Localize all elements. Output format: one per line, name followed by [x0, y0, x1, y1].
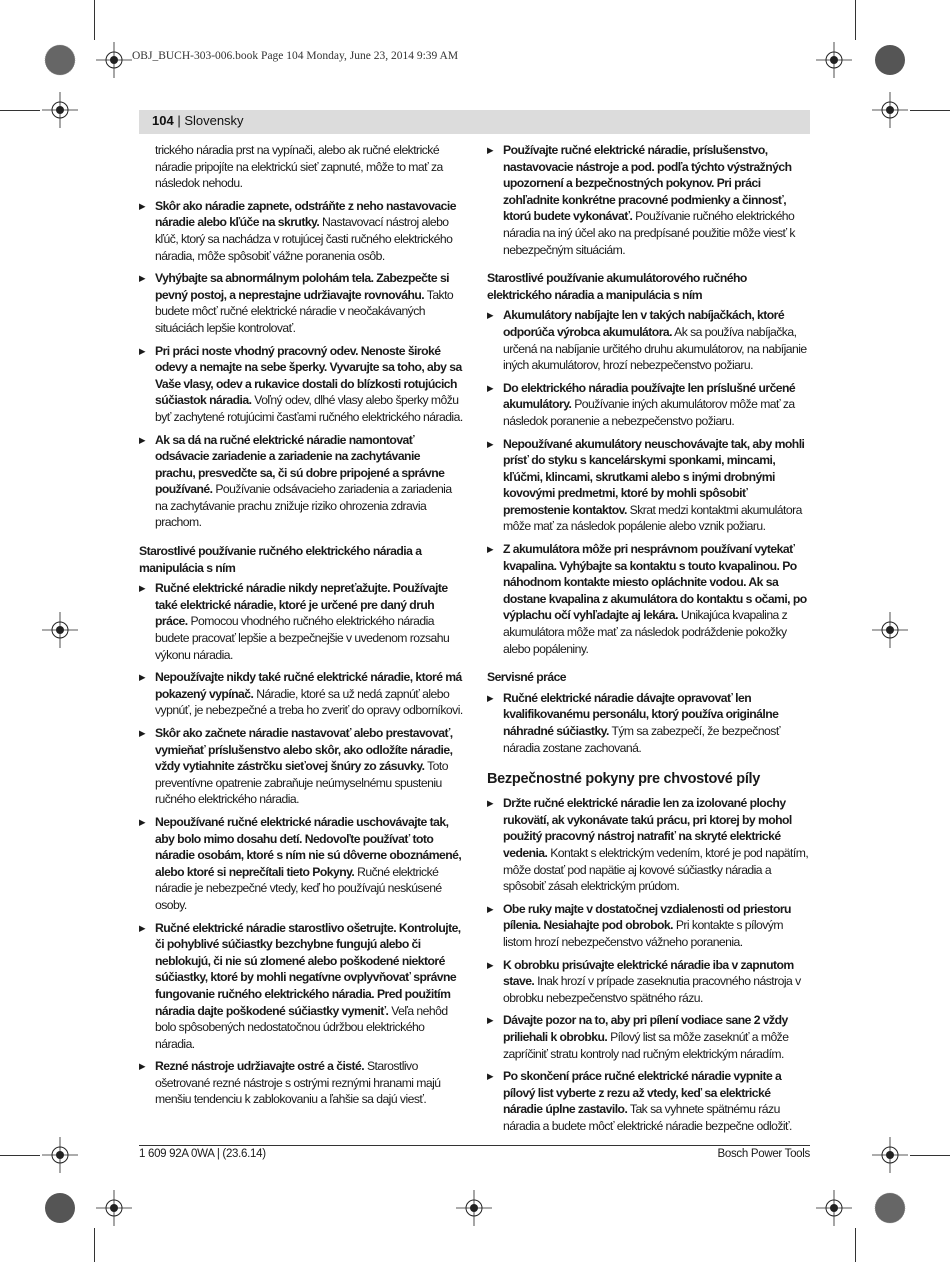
- item-text: Tým sa zabezpečí, že bezpečnosť náradia zostane zachovaná.: [503, 724, 780, 755]
- item-bold: Z akumulátora môže pri nesprávnom používaní vytekať kvapalina. Vyhýbajte sa kontaktu s touto kvapalinou. Po náhodnom kontakte miesto opláchnite vodou. Ak sa dostane kvapalina z akumulátora do kontaktu s očami, po výplachu očí vyhľadajte aj lekára.: [503, 542, 807, 623]
- item-text: Veľa nehôd bolo spôsobených nedostatočnou údržbou elektrického náradia.: [155, 1003, 448, 1051]
- list-item: [139, 920, 463, 1053]
- item-text: Skrat medzi kontaktmi akumulátora môže mať za následok popálenie alebo vznik požiaru.: [503, 502, 802, 534]
- service-title: Servisné práce: [487, 670, 567, 685]
- footer-doc-number: 1 609 92A 0WA | (23.6.14): [139, 1148, 266, 1160]
- item-bold: Pri práci noste vhodný pracovný odev. Nenoste široké odevy a nemajte na sebe šperky. Vyvarujte sa toho, aby sa Vaše vlasy, odev a rukavice dostali do blízkosti rotujúcich súčiastok náradia.: [155, 343, 462, 408]
- page-number: 104: [152, 113, 174, 128]
- item-bold: Dávajte pozor na to, aby pri pílení vodiace sane 2 vždy priliehali k obrobku.: [503, 1013, 788, 1044]
- crosshair-mark-icon: [814, 40, 854, 80]
- item-text: Náradie, ktoré sa už nedá zapnúť alebo vypnúť, je nebezpečné a treba ho zveriť do opravy odborníkovi.: [155, 686, 463, 718]
- item-bold: Ručné elektrické náradie starostlivo ošetrujte. Kontrolujte, či pohyblivé súčiastky bezchybne fungujú alebo či neblokujú, či nie sú zlomené alebo poškodené niektoré súčiastky, ktoré by mohli negatívne ovplyvňovať správne fungovanie ručného elektrického náradia. Pred použitím náradia dajte poškodené súčiastky vymeniť.: [155, 920, 461, 1018]
- item-bold: Ručné elektrické náradie dávajte opravovať len kvalifikovanému personálu, ktorý používa originálne náhradné súčiastky.: [503, 690, 779, 738]
- item-bold: Nepoužívané ručné elektrické náradie uschovávajte tak, aby bolo mimo dosahu detí. Nedovoľte používať toto náradie osobám, ktoré s ním nie sú dôverne oboznámené, alebo ktoré si neprečítali tieto Pokyny.: [155, 814, 462, 879]
- list-item: [487, 380, 811, 430]
- item-bold: Skôr ako náradie zapnete, odstráňte z neho nastavovacie náradie alebo kľúče na skrutky.: [155, 198, 456, 230]
- list-item: [487, 1068, 811, 1134]
- item-text: Používanie iných akumulátorov môže mať za následok poranenie a nebezpečenstvo požiaru.: [503, 397, 795, 428]
- crosshair-mark-icon: [454, 1188, 494, 1228]
- item-text: Ručné elektrické náradie je nebezpečné vtedy, keď ho používajú neskúsené osoby.: [155, 864, 442, 912]
- item-bold: Držte ručné elektrické náradie len za izolované plochy rukovätí, ak vykonávate takú prácu, pri ktorej by mohol použitý pracovný nástroj natrafiť na skryté elektrické vedenia.: [503, 796, 792, 860]
- trim-line: [855, 1228, 856, 1262]
- item-text: trického náradia prst na vypínači, alebo ak ručné elektrické náradie pripojíte na elektrickú sieť zapnuté, môže to mať za následok nehodu.: [155, 143, 443, 191]
- item-bold: Do elektrického náradia používajte len príslušné určené akumulátory.: [503, 380, 796, 412]
- list-item: [487, 1012, 811, 1062]
- list-item: [139, 432, 463, 532]
- crosshair-mark-icon: [870, 90, 910, 130]
- footer-rule: [139, 1145, 810, 1146]
- list-item: [487, 690, 811, 756]
- list-item: [487, 541, 811, 657]
- item-text: Ak sa používa nabíjačka, určená na nabíjanie určitého druhu akumulátorov, na nabíjanie iných akumulátorov, hrozí nebezpečenstvo požiaru.: [503, 324, 807, 373]
- section-title: Starostlivé používanie ručného elektrického náradia a manipulácia s ním: [139, 544, 422, 575]
- list-item: [487, 901, 811, 951]
- list-item: [139, 343, 463, 426]
- list-item: [487, 957, 811, 1007]
- item-bold: Ak sa dá na ručné elektrické náradie namontovať odsávacie zariadenie a zariadenie na zachytávanie prachu, presvedčte sa, či sú dobre pripojené a správne používané.: [155, 432, 445, 497]
- print-header: OBJ_BUCH-303-006.book Page 104 Monday, June 23, 2014 9:39 AM: [132, 50, 459, 62]
- item-text: Pílový list sa môže zaseknúť a môže zapríčiniť stratu kontroly nad ručným elektrickým náradím.: [503, 1029, 789, 1061]
- section-title: Starostlivé používanie akumulátorového ručného elektrického náradia a manipulácia s ním: [487, 271, 747, 302]
- item-bold: Ručné elektrické náradie nikdy nepreťažujte. Používajte také elektrické náradie, ktoré je určené pre daný druh práce.: [155, 581, 448, 629]
- crosshair-mark-icon: [870, 610, 910, 650]
- registration-mark-icon: [870, 40, 910, 80]
- crosshair-mark-icon: [40, 1135, 80, 1175]
- trim-line: [910, 110, 950, 111]
- item-bold: Rezné nástroje udržiavajte ostré a čisté.: [155, 1059, 365, 1074]
- list-item: [487, 142, 811, 258]
- list-item: [139, 198, 463, 264]
- item-text: Starostlivo ošetrované rezné nástroje s ostrými reznými hranami majú menšiu tendenciu k zablokovaniu a ľahšie sa dajú viesť.: [155, 1059, 441, 1107]
- list-item: [487, 795, 811, 895]
- trim-line: [0, 1155, 40, 1156]
- item-text: Unikajúca kvapalina z akumulátora môže mať za následok podráždenie pokožky alebo popáleniny.: [503, 608, 788, 656]
- item-bold: Vyhýbajte sa abnormálnym polohám tela. Zabezpečte si pevný postoj, a neprestajne udržiavajte rovnováhu.: [155, 271, 450, 302]
- trim-line: [855, 0, 856, 40]
- page-language: Slovensky: [184, 113, 244, 128]
- registration-mark-icon: [40, 1188, 80, 1228]
- crosshair-mark-icon: [814, 1188, 854, 1228]
- item-text: Tak sa vyhnete spätnému rázu náradia a budete môcť elektrické náradie bezpečne odložiť.: [503, 1102, 792, 1133]
- list-item: [139, 814, 463, 914]
- crosshair-mark-icon: [40, 610, 80, 650]
- item-text: Toto preventívne opatrenie zabraňuje neúmyselnému spusteniu ručného elektrického náradia.: [155, 759, 448, 807]
- crosshair-mark-icon: [94, 1188, 134, 1228]
- right-column: [487, 142, 811, 1140]
- list-item: [487, 307, 811, 373]
- list-item: [139, 580, 463, 663]
- item-text: Nastavovací nástroj alebo kľúč, ktorý sa nachádza v rotujúcej časti ručného elektrického náradia, môže spôsobiť vážne poranenia osôb.: [155, 215, 453, 263]
- item-bold: Skôr ako začnete náradie nastavovať alebo prestavovať, vymieňať príslušenstvo alebo skôr, ako odložíte náradie, vždy vytiahnite zástrčku sieťovej šnúry zo zásuvky.: [155, 726, 453, 774]
- item-text: Inak hrozí v prípade zaseknutia pracovného nástroja v obrobku nebezpečenstvo spätného rázu.: [503, 974, 801, 1005]
- footer-brand: Bosch Power Tools: [717, 1148, 810, 1160]
- list-item: [139, 1058, 463, 1108]
- trim-line: [94, 0, 95, 40]
- registration-mark-icon: [40, 40, 80, 80]
- item-text: Používanie odsávacieho zariadenia a zariadenia na zachytávanie prachu znižuje riziko ohrozenia zdravia prachom.: [155, 482, 452, 530]
- item-bold: Akumulátory nabíjajte len v takých nabíjačkách, ktoré odporúča výrobca akumulátora.: [503, 308, 785, 339]
- list-item: [139, 270, 463, 336]
- list-item: [139, 725, 463, 808]
- list-item: [139, 669, 463, 719]
- left-column: [139, 142, 463, 1114]
- item-bold: Po skončení práce ručné elektrické náradie vypnite a pílový list vyberte z rezu až vtedy, keď sa elektrické náradie úplne zastavilo.: [503, 1069, 782, 1117]
- crosshair-mark-icon: [94, 40, 134, 80]
- item-bold: Nepoužívané akumulátory neuschovávajte tak, aby mohli prísť do styku s kancelárskymi sponkami, mincami, kľúčmi, klincami, skrutkami alebo s inými drobnými kovovými predmetmi, ktoré by mohli spôsobiť premostenie kontaktov.: [503, 436, 805, 517]
- trim-line: [0, 110, 40, 111]
- item-text: Takto budete môcť ručné elektrické náradie v neočakávaných situáciách lepšie kontrolovať.: [155, 287, 454, 335]
- item-bold: Používajte ručné elektrické náradie, príslušenstvo, nastavovacie nástroje a pod. podľa týchto výstražných upozornení a bezpečnostných pokynov. Pri práci zohľadnite konkrétne pracovné podmienky a činnosť, ktorú budete vykonávať.: [503, 143, 792, 224]
- page-header-label: 104 | Slovensky: [152, 113, 244, 128]
- item-text: Pri kontakte s pílovým listom hrozí nebezpečenstvo vážneho poranenia.: [503, 918, 783, 949]
- saw-safety-title: Bezpečnostné pokyny pre chvostové píly: [487, 771, 761, 788]
- registration-mark-icon: [870, 1188, 910, 1228]
- item-text: Voľný odev, dlhé vlasy alebo šperky môžu byť zachytené rotujúcimi časťami ručného elektrického náradia.: [155, 393, 463, 424]
- item-text: Pomocou vhodného ručného elektrického náradia budete pracovať lepšie a bezpečnejšie v uvedenom rozsahu výkonu náradia.: [155, 614, 450, 662]
- item-bold: Nepoužívajte nikdy také ručné elektrické náradie, ktoré má pokazený vypínač.: [155, 670, 462, 701]
- item-bold: K obrobku prisúvajte elektrické náradie iba v zapnutom stave.: [503, 957, 794, 989]
- item-text: Kontakt s elektrickým vedením, ktoré je pod napätím, môže dostať pod napätie aj kovové súčiastky náradia a spôsobiť zásah elektrickým prúdom.: [503, 845, 809, 894]
- crosshair-mark-icon: [870, 1135, 910, 1175]
- item-bold: Obe ruky majte v dostatočnej vzdialenosti od priestoru pílenia. Nesiahajte pod obrobok.: [503, 901, 791, 933]
- list-item: [139, 142, 463, 192]
- list-item: [487, 436, 811, 536]
- item-text: Používanie ručného elektrického náradia na iný účel ako na predpísané použitie môže viesť k nebezpečným situáciám.: [503, 209, 795, 257]
- trim-line: [94, 1228, 95, 1262]
- trim-line: [910, 1155, 950, 1156]
- crosshair-mark-icon: [40, 90, 80, 130]
